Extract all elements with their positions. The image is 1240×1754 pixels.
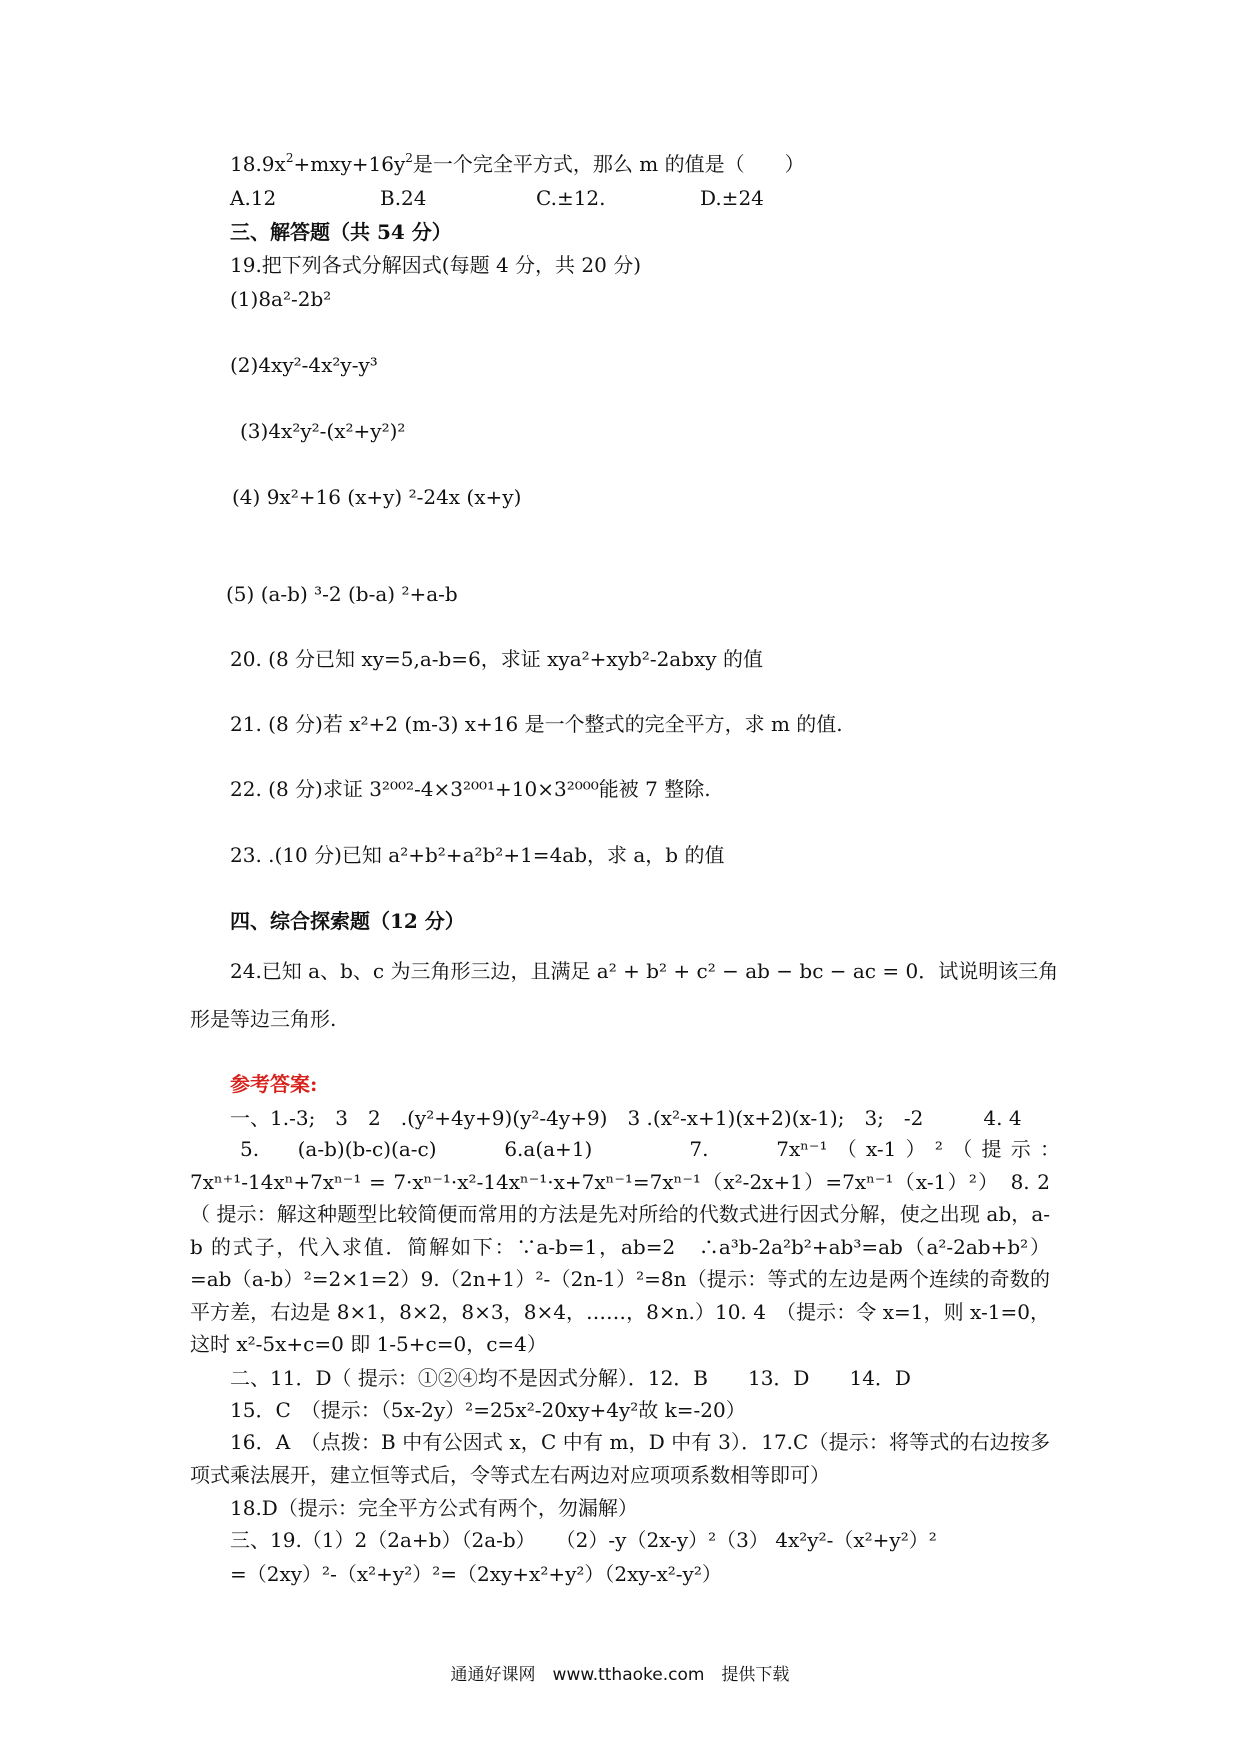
section-4-title: 四、综合探索题（12 分） (230, 909, 465, 933)
question-19-part-2: (2)4xy²-4x²y-y³ (230, 353, 378, 377)
option-a: A.12 (230, 186, 277, 210)
question-19-part-5: (5) (a-b) ³-2 (b-a) ²+a-b (226, 582, 458, 606)
option-c: C.±12. (536, 186, 606, 210)
question-19-part-1: (1)8a²-2b² (230, 287, 332, 311)
question-21: 21. (8 分)若 x²+2 (m-3) x+16 是一个整式的完全平方，求 m 的值. (230, 712, 843, 736)
section-3-title: 三、解答题（共 54 分） (230, 220, 452, 244)
answer-19-line-2: =（2xy）²-（x²+y²）²=（2xy+x²+y²）（2xy-x²-y²） (230, 1562, 722, 1586)
answers-16-17: 16．A （点拨：B 中有公因式 x，C 中有 m，D 中有 3）．17.C（提示：将等式的右边按多项式乘法展开，建立恒等式后，令等式左右两边对应项项系数相等即可） (190, 1430, 1050, 1487)
answers-part-1: 一、1.-3; 3 2 .(y²+4y+9)(y²-4y+9) 3 .(x²-x+1)(x+2)(x-1); 3; -2 4. 4 (230, 1106, 1022, 1130)
question-18-options (230, 186, 830, 210)
question-24-line-2: 形是等边三角形. (190, 1007, 337, 1031)
question-19-intro: 19.把下列各式分解因式(每题 4 分，共 20 分) (230, 253, 642, 277)
question-19-part-4: (4) 9x²+16 (x+y) ²-24x (x+y) (232, 485, 522, 509)
page-footer: 通通好课网 www.tthaoke.com 提供下载 (450, 1665, 790, 1685)
question-24-line-1: 24.已知 a、b、c 为三角形三边，且满足 a² + b² + c² − ab − bc − ac = 0．试说明该三角 (230, 959, 1059, 983)
option-b: B.24 (380, 186, 427, 210)
question-23: 23. .(10 分)已知 a²+b²+a²b²+1=4ab，求 a，b 的值 (230, 843, 725, 867)
question-20: 20. (8 分已知 xy=5,a-b=6，求证 xya²+xyb²-2abxy 的值 (230, 647, 763, 671)
question-22: 22. (8 分)求证 3²⁰⁰²-4×3²⁰⁰¹+10×3²⁰⁰⁰能被 7 整除. (230, 777, 711, 801)
question-19-part-3: (3)4x²y²-(x²+y²)² (240, 419, 406, 443)
answer-18: 18.D（提示：完全平方公式有两个，勿漏解） (230, 1496, 638, 1520)
answers-title: 参考答案: (230, 1072, 318, 1096)
answers-5-to-10: 5. (a-b)(b-c)(a-c) 6.a(a+1) 7. 7xⁿ⁻¹（x-1）²（提示： 7xⁿ⁺¹-14xⁿ+7xⁿ⁻¹ = 7·xⁿ⁻¹·x²-14xⁿ⁻¹·x+7xⁿ⁻¹=7xⁿ⁻¹（x²-2x+1）=7xⁿ⁻¹（x-1）²） 8. 2（ 提示：解这种题型比较简便而常用的方法是先对所给的代数式进行因式分解，使之出现 ab，a-b 的式子，代入求值．简解如下：∵a-b=1，ab=2 ∴a³b-2a²b²+ab³=ab（a²-2ab+b²）=ab（a-b）²=2×1=2）9.（2n+1）²-（2n-1）²=8n（提示：等式的左边是两个连续的奇数的平方差，右边是 8×1，8×2，8×3，8×4，……，8×n.）10. 4 （提示：令 x=1，则 x-1=0，这时 x²-5x+c=0 即 1-5+c=0，c=4） (190, 1137, 1070, 1356)
question-18: $18.9x^2+mxy+16y^2$是一个完全平方式，那么 m 的值是（ ） (230, 151, 805, 176)
answer-19-line-1: 三、19.（1）2（2a+b）（2a-b） （2）-y（2x-y）²（3） 4x²y²-（x²+y²）² (230, 1528, 937, 1552)
answer-15: 15．C （提示：（5x-2y）²=25x²-20xy+4y²故 k=-20） (230, 1398, 746, 1422)
answers-part-2: 二、11．D（ 提示：①②④均不是因式分解）．12．B 13．D 14．D (230, 1366, 911, 1390)
option-d: D.±24 (700, 186, 764, 210)
